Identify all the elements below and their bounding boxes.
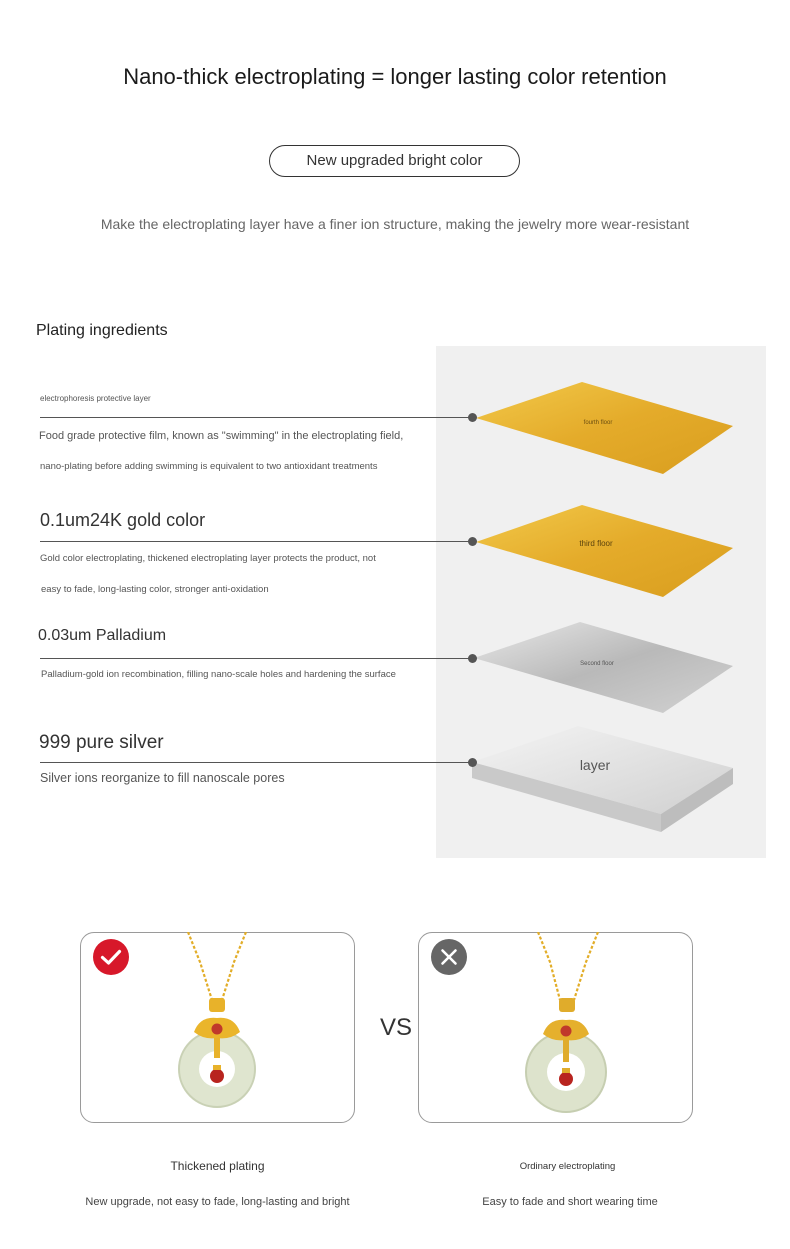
third-floor-label: third floor (579, 539, 613, 548)
second-floor-label: Second floor (580, 661, 614, 667)
layer-palladium-title: 0.03um Palladium (38, 627, 167, 644)
close-icon (431, 939, 467, 975)
section-title: Plating ingredients (36, 322, 168, 339)
check-badge (93, 939, 129, 975)
plating-layers-illustration (436, 346, 766, 858)
leader-line-palladium (40, 658, 473, 659)
layer-protective-desc: Food grade protective film, known as "swimming" in the electroplating field, (39, 430, 404, 442)
upgrade-pill-label: New upgraded bright color (269, 145, 520, 177)
close-badge (431, 939, 467, 975)
layer-gold-title: 0.1um24K gold color (40, 510, 206, 530)
check-icon (93, 939, 129, 975)
layer-palladium-desc: Palladium-gold ion recombination, filling nano-scale holes and hardening the surface (41, 669, 396, 680)
fourth-floor-plate (476, 382, 733, 474)
layer-silver-desc: Silver ions reorganize to fill nanoscale pores (40, 771, 285, 785)
subcaption-ordinary: Easy to fade and short wearing time (482, 1196, 658, 1208)
pendant-image-ordinary (500, 932, 630, 1117)
leader-line-gold (40, 541, 473, 542)
layer-silver-title: 999 pure silver (39, 732, 164, 753)
third-floor-plate (476, 505, 733, 597)
vs-label: VS (380, 1014, 413, 1041)
page-headline: Nano-thick electroplating = longer lasting color retention (123, 64, 667, 89)
leader-line-silver (40, 762, 473, 763)
leader-dot-palladium (468, 654, 477, 663)
caption-ordinary: Ordinary electroplating (519, 1161, 616, 1172)
pendant-image-thickened (150, 932, 280, 1117)
layer-gold-desc-2: easy to fade, long-lasting color, stronger anti-oxidation (41, 584, 269, 595)
leader-line-protective (40, 417, 473, 418)
second-floor-plate (474, 622, 733, 713)
layer-protective-desc-2: nano-plating before adding swimming is equivalent to two antioxidant treatments (40, 461, 378, 472)
layer-gold-desc: Gold color electroplating, thickened electroplating layer protects the product, not (40, 553, 376, 564)
fourth-floor-label: fourth floor (583, 420, 613, 426)
caption-thickened: Thickened plating (170, 1159, 265, 1173)
base-layer-label: layer (579, 757, 611, 773)
leader-dot-gold (468, 537, 477, 546)
leader-dot-silver (468, 758, 477, 767)
subcaption-thickened: New upgrade, not easy to fade, long-lasting and bright (85, 1196, 350, 1208)
layer-protective-title: electrophoresis protective layer (40, 394, 151, 403)
leader-dot-protective (468, 413, 477, 422)
page-subline: Make the electroplating layer have a finer ion structure, making the jewelry more wear-resistant (100, 216, 690, 232)
